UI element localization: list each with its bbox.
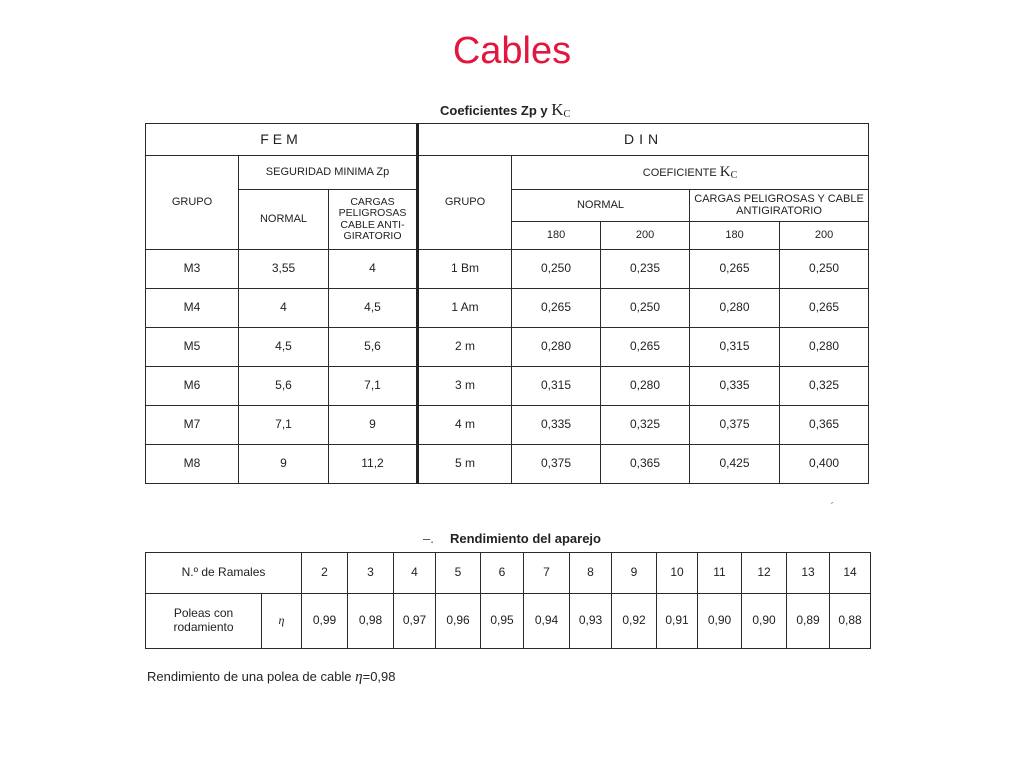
din-header: DIN — [418, 124, 869, 156]
footnote-value: =0,98 — [362, 669, 396, 684]
table-cell: 0,280 — [601, 367, 690, 406]
kc-symbol-2: $K_C$ — [719, 163, 738, 181]
footnote-text: Rendimiento de una polea de cable — [147, 669, 356, 684]
table-cell: M8 — [146, 445, 239, 484]
rendimiento-cell: 0,99 — [302, 594, 348, 649]
scan-speck: ˊ — [830, 500, 834, 514]
rendimiento-cell: 0,89 — [787, 594, 830, 649]
coeficientes-table — [145, 123, 869, 484]
sub-header-cell: 180 — [512, 222, 601, 250]
table-cell: 0,250 — [601, 289, 690, 328]
table-cell: 4 — [239, 289, 329, 328]
table-row — [146, 250, 869, 289]
table-cell: 5,6 — [329, 328, 418, 367]
table-cell: 9 — [329, 406, 418, 445]
footnote — [147, 669, 396, 686]
table-cell: 0,235 — [601, 250, 690, 289]
table-cell: 0,375 — [690, 406, 780, 445]
normal-fem-header: NORMAL — [239, 190, 329, 250]
ramales-header: N.º de Ramales — [146, 553, 302, 594]
table-cell: 2 m — [418, 328, 512, 367]
table-cell: 1 Am — [418, 289, 512, 328]
table-row — [146, 553, 871, 594]
ramales-cell: 7 — [524, 553, 570, 594]
rendimiento-cell: 0,94 — [524, 594, 570, 649]
table-cell: 0,400 — [780, 445, 869, 484]
ramales-cell: 4 — [394, 553, 436, 594]
ramales-cell: 9 — [612, 553, 657, 594]
ramales-cell: 10 — [657, 553, 698, 594]
ramales-cell: 8 — [570, 553, 612, 594]
rendimiento-cell: 0,97 — [394, 594, 436, 649]
table-cell: 0,250 — [780, 250, 869, 289]
ramales-cell: 2 — [302, 553, 348, 594]
table-cell: 9 — [239, 445, 329, 484]
rendimiento-cell: 0,96 — [436, 594, 481, 649]
scan-dash: –. — [423, 531, 434, 546]
table-row — [146, 594, 871, 649]
rendimiento-cell: 0,95 — [481, 594, 524, 649]
table-row — [146, 328, 869, 367]
coeficientes-title-text: Coeficientes Zp y — [440, 103, 552, 118]
slide-title: Cables — [452, 30, 572, 72]
table-cell: 0,375 — [512, 445, 601, 484]
table-cell: M6 — [146, 367, 239, 406]
table-cell: 4,5 — [329, 289, 418, 328]
coeficientes-title — [440, 100, 570, 120]
table-cell: 0,325 — [601, 406, 690, 445]
table-cell: 4,5 — [239, 328, 329, 367]
table-cell: 0,365 — [780, 406, 869, 445]
table-row — [146, 406, 869, 445]
rendimiento-cell: 0,98 — [348, 594, 394, 649]
ramales-cell: 6 — [481, 553, 524, 594]
table-cell: M7 — [146, 406, 239, 445]
table-cell: 0,265 — [512, 289, 601, 328]
table-cell: 4 m — [418, 406, 512, 445]
normal-din-header: NORMAL — [512, 190, 690, 222]
rendimiento-cell: 0,92 — [612, 594, 657, 649]
table-cell: 0,280 — [512, 328, 601, 367]
table-cell: 0,265 — [690, 250, 780, 289]
eta-symbol: η — [262, 594, 302, 649]
table-cell: 0,315 — [690, 328, 780, 367]
ramales-cell: 12 — [742, 553, 787, 594]
rendimiento-cell: 0,93 — [570, 594, 612, 649]
fem-header: FEM — [146, 124, 418, 156]
table-cell: 4 — [329, 250, 418, 289]
sub-header-cell: 180 — [690, 222, 780, 250]
table-cell: M5 — [146, 328, 239, 367]
ramales-cell: 5 — [436, 553, 481, 594]
rendimiento-cell: 0,91 — [657, 594, 698, 649]
table-cell: 7,1 — [239, 406, 329, 445]
table-cell: M4 — [146, 289, 239, 328]
table-row — [146, 289, 869, 328]
table-cell: 3 m — [418, 367, 512, 406]
table-cell: 0,265 — [601, 328, 690, 367]
table-cell: 3,55 — [239, 250, 329, 289]
poleas-label: Poleas con rodamiento — [146, 594, 262, 649]
rendimiento-table — [145, 552, 871, 649]
sub-header-cell: 200 — [601, 222, 690, 250]
ramales-cell: 3 — [348, 553, 394, 594]
ramales-cell: 13 — [787, 553, 830, 594]
table-cell: 0,325 — [780, 367, 869, 406]
table-row — [146, 445, 869, 484]
table-cell: 0,250 — [512, 250, 601, 289]
table-cell: 0,280 — [690, 289, 780, 328]
coeficiente-header: COEFICIENTE $K_C$ — [512, 156, 869, 190]
table-cell: 7,1 — [329, 367, 418, 406]
table-cell: 0,365 — [601, 445, 690, 484]
table-cell: 0,315 — [512, 367, 601, 406]
cargas-din-header: CARGAS PELIGROSAS Y CABLE ANTIGIRATORIO — [690, 190, 869, 222]
table-cell: M3 — [146, 250, 239, 289]
table-cell: 5,6 — [239, 367, 329, 406]
rendimiento-cell: 0,88 — [830, 594, 871, 649]
table-cell: 11,2 — [329, 445, 418, 484]
rendimiento-cell: 0,90 — [742, 594, 787, 649]
grupo-fem-header: GRUPO — [146, 156, 239, 250]
table-cell: 0,335 — [690, 367, 780, 406]
table-cell: 0,265 — [780, 289, 869, 328]
eta-symbol: η — [355, 669, 363, 685]
table-cell: 0,335 — [512, 406, 601, 445]
rendimiento-cell: 0,90 — [698, 594, 742, 649]
ramales-cell: 11 — [698, 553, 742, 594]
kc-symbol: $K_C$ — [551, 100, 571, 120]
table-row — [146, 367, 869, 406]
rendimiento-title: Rendimiento del aparejo — [450, 531, 601, 546]
table-cell: 5 m — [418, 445, 512, 484]
table-cell: 0,425 — [690, 445, 780, 484]
cargas-fem-header: CARGAS PELIGROSAS CABLE ANTI-GIRATORIO — [329, 190, 418, 250]
table-cell: 0,280 — [780, 328, 869, 367]
sub-header-cell: 200 — [780, 222, 869, 250]
table-cell: 1 Bm — [418, 250, 512, 289]
ramales-cell: 14 — [830, 553, 871, 594]
grupo-din-header: GRUPO — [418, 156, 512, 250]
seguridad-header: SEGURIDAD MINIMA Zp — [239, 156, 418, 190]
